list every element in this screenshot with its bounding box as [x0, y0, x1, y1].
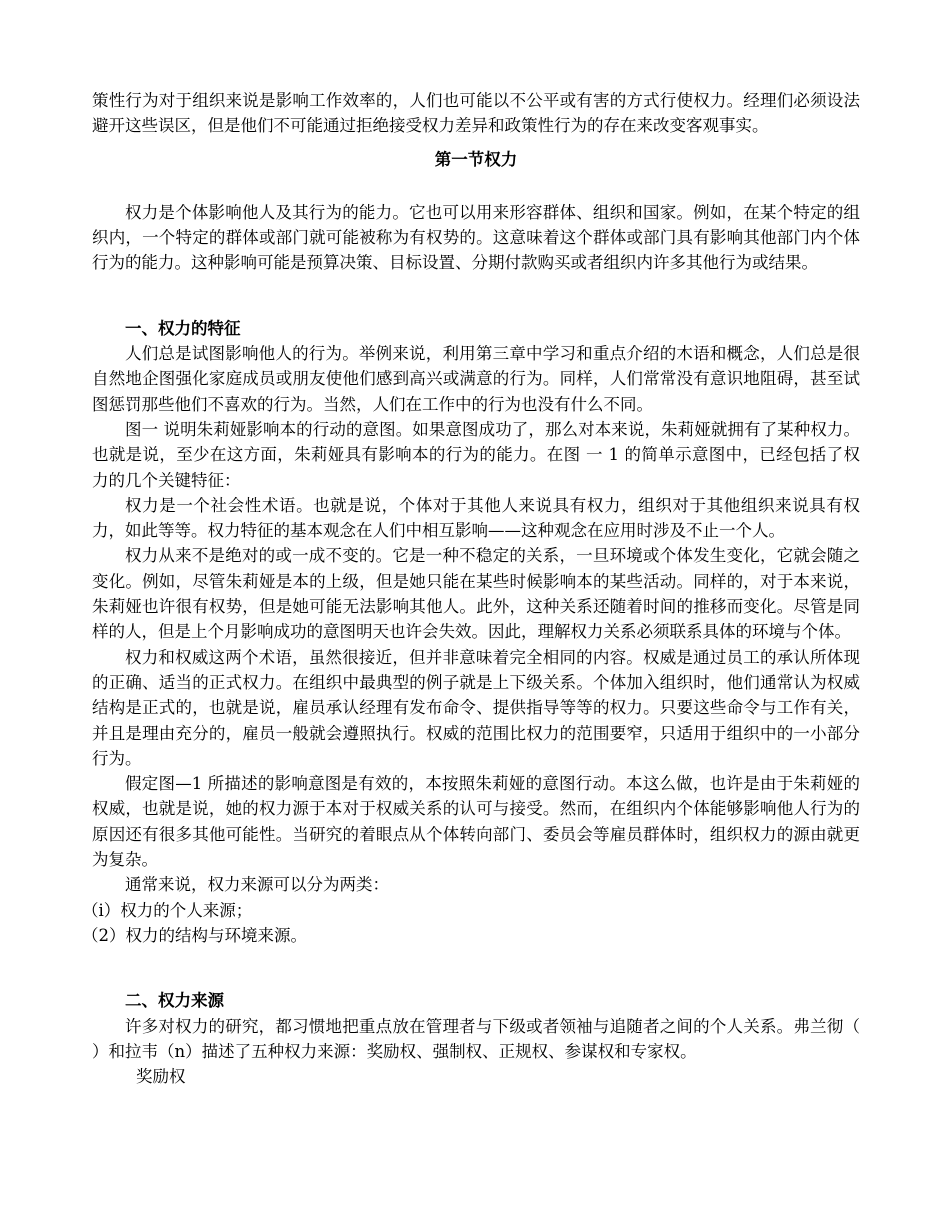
- list-item-structural-source: （2）权力的结构与环境来源。: [82, 925, 307, 945]
- spacer: [92, 276, 860, 316]
- paragraph-not-absolute: 权力从来不是绝对的或一成不变的。它是一种不稳定的关系，一旦环境或个体发生变化，它就会随之变化。例如，尽管朱莉娅是本的上级，但是她只能在某些时候影响本的某些活动。同样的，对于本来说，朱莉娅也许很有权势，但是她可能无法影响其他人。此外，这种关系还随着时间的推移而变化。尽管是同样的人，但是上个月影响成功的意图明天也许会失效。因此，理解权力关系必须联系具体的环境与个体。: [92, 546, 860, 642]
- paragraph-social-term: 权力是一个社会性术语。也就是说，个体对于其他人来说具有权力，组织对于其他组织来说具有权力，如此等等。权力特征的基本观念在人们中相互影响——这种观念在应用时涉及不止一个人。: [92, 495, 860, 541]
- spacer: [92, 172, 860, 200]
- section-title: 第一节权力: [434, 149, 518, 169]
- paragraph-five-sources: 许多对权力的研究，都习惯地把重点放在管理者与下级或者领袖与追随者之间的个人关系。弗兰彻（ ）和拉韦（n）描述了五种权力来源：奖励权、强制权、正规权、参谋权和专家权。: [92, 1016, 860, 1061]
- spacer: [92, 948, 860, 988]
- list-item-personal-source: （i）权力的个人来源；: [82, 900, 253, 920]
- paragraph-power-definition: 权力是个体影响他人及其行为的能力。它也可以用来形容群体、组织和国家。例如，在某个特定的组织内，一个特定的群体或部门就可能被称为有权势的。这意味着这个群体或部门具有影响其他部门内个体行为的能力。这种影响可能是预算决策、目标设置、分期付款购买或者组织内许多其他行为或结果。: [92, 202, 860, 273]
- document-page: [82, 88, 860, 1089]
- paragraph-assumption: 假定图—1 所描述的影响意图是有效的，本按照朱莉娅的意图行动。本这么做，也许是由于朱莉娅的权威，也就是说，她的权力源于本对于权威关系的认可与接受。然而，在组织内个体能够影响他人行为的原因还有很多其他可能性。当研究的着眼点从个体转向部门、委员会等雇员群体时，组织权力的源由就更为复杂。: [92, 774, 860, 870]
- paragraph-two-sources: 通常来说，权力来源可以分为两类：: [125, 875, 389, 895]
- paragraph-figure-description: 图一 说明朱莉娅影响本的行动的意图。如果意图成功了，那么对本来说，朱莉娅就拥有了某种权力。也就是说，至少在这方面，朱莉娅具有影响本的行为的能力。在图 一 1 的简单示意图中，已经包括了权力的几个关键特征：: [92, 419, 860, 490]
- heading-power-characteristics: 一、权力的特征: [125, 318, 241, 338]
- paragraph-influence: 人们总是试图影响他人的行为。举例来说，利用第三章中学习和重点介绍的木语和概念，人们总是很自然地企图强化家庭成员或朋友使他们感到高兴或满意的行为。同样，人们常常没有意识地阻碍，甚至试图惩罚那些他们不喜欢的行为。当然，人们在工作中的行为也没有什么不同。: [92, 344, 860, 414]
- subitem-reward-power: 奖励权: [136, 1067, 186, 1087]
- paragraph-power-authority: 权力和权威这两个术语，虽然很接近，但并非意味着完全相同的内容。权威是通过员工的承认所体现的正确、适当的正式权力。在组织中最典型的例子就是上下级关系。个体加入组织时，他们通常认为权威结构是正式的，也就是说，雇员承认经理有发布命令、提供指导等等的权力。只要这些命令与工作有关，并且是理由充分的，雇员一般就会遵照执行。权威的范围比权力的范围要窄，只适用于组织中的一小部分行为。: [92, 647, 860, 768]
- paragraph-intro: 策性行为对于组织来说是影响工作效率的，人们也可能以不公平或有害的方式行使权力。经理们必须设法避开这些误区，但是他们不可能通过拒绝接受权力差异和政策性行为的存在来改变客观事实。: [92, 91, 860, 136]
- heading-power-sources: 二、权力来源: [125, 991, 224, 1011]
